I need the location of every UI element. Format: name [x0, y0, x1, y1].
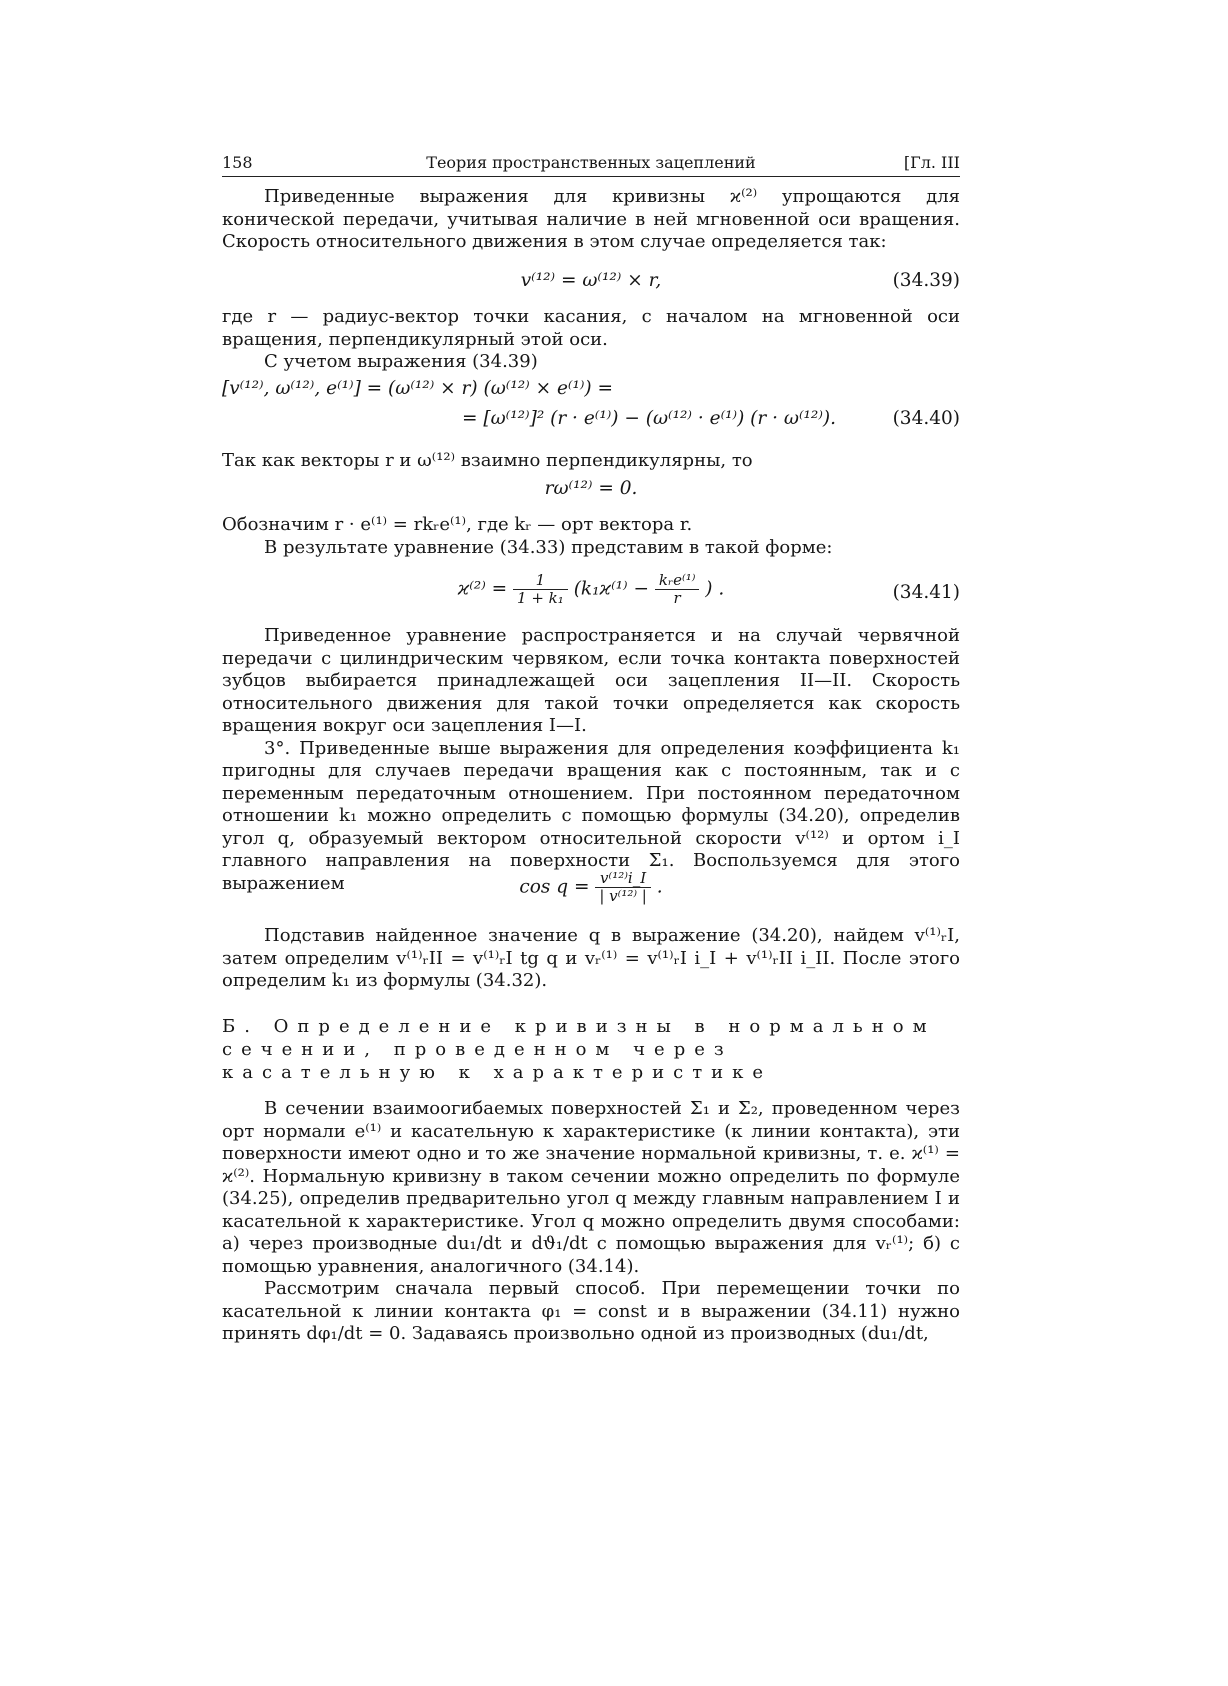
equation-body: v⁽¹²⁾ = ω⁽¹²⁾ × r, — [520, 270, 662, 291]
paragraph-text: Подставив найденное значение q в выражение (34.20), найдем v⁽¹⁾ᵣI, затем определим v⁽¹⁾ᵣII = v⁽¹⁾ᵣI tg q и vᵣ⁽¹⁾ = v⁽¹⁾ᵣI i_I + v⁽¹⁾ᵣII i_II. После этого определим k₁ из формулы (34.32). — [222, 925, 960, 991]
equation-middle: (k₁ϰ⁽¹⁾ − — [573, 578, 649, 600]
paragraph-text: Приведенные выражения для кривизны ϰ⁽²⁾ упрощаются для конической передачи, учитывая наличие в ней мгновенной оси вращения. Скорость относительного движения в этом случае определяется так: — [222, 186, 960, 252]
section-heading — [222, 1015, 960, 1084]
fraction-denominator: r — [673, 589, 681, 607]
paragraph — [222, 306, 960, 374]
equation-body: [v⁽¹²⁾, ω⁽¹²⁾, e⁽¹⁾] = (ω⁽¹²⁾ × r) (ω⁽¹²⁾ × e⁽¹⁾) = — [222, 378, 614, 399]
equation-34-40-line1 — [222, 378, 960, 406]
paragraph-text: Рассмотрим сначала первый способ. При перемещении точки по касательной к линии контакта φ₁ = const и в выражении (34.11) нужно принять dφ₁/dt = 0. Задаваясь произвольно одной из производных (du₁/dt, — [222, 1278, 960, 1344]
equation-tail: ) . — [705, 578, 725, 600]
paragraph-text: где r — радиус-вектор точки касания, с началом на мгновенной оси вращения, перпендикулярный этой оси. — [222, 306, 960, 350]
running-title: Теория пространственных зацеплений — [426, 153, 756, 172]
equation-lhs: cos q = — [519, 876, 590, 898]
equation-number: (34.39) — [892, 270, 960, 291]
equation-body — [222, 870, 960, 905]
fraction — [595, 870, 651, 905]
equation-body: = [ω⁽¹²⁾]² (r · e⁽¹⁾) − (ω⁽¹²⁾ · e⁽¹⁾) (r · ω⁽¹²⁾). — [462, 408, 836, 429]
equation-number: (34.41) — [892, 582, 960, 603]
paragraph-text: С учетом выражения (34.39) — [264, 351, 538, 372]
fraction-numerator: kᵣe⁽¹⁾ — [655, 572, 700, 590]
equation-number: (34.40) — [892, 408, 960, 429]
equation-perp — [222, 478, 960, 506]
paragraph — [222, 625, 960, 895]
paragraph — [222, 514, 960, 559]
fraction-denominator: | v⁽¹²⁾ | — [599, 887, 647, 905]
running-header — [222, 150, 960, 177]
chapter-label: [Гл. III — [903, 153, 960, 172]
paragraph-text: В сечении взаимоогибаемых поверхностей Σ₁ и Σ₂, проведенном через орт нормали e⁽¹⁾ и касательную к характеристике (к линии контакта), эти поверхности имеют одно и то же значение нормальной кривизны, т. е. ϰ⁽¹⁾ = ϰ⁽²⁾. Нормальную кривизну в таком сечении можно определить по формуле (34.25), определив предварительно угол q между главным направлением I и касательной к характеристике. Угол q можно определить двумя способами: а) через производные du₁/dt и dϑ₁/dt с помощью выражения для vᵣ⁽¹⁾; б) с помощью уравнения, аналогичного (34.14). — [222, 1098, 960, 1277]
fraction — [655, 572, 700, 607]
equation-34-39 — [222, 270, 960, 298]
equation-34-41 — [222, 570, 960, 614]
fraction — [513, 572, 568, 607]
paragraph-text: Так как векторы r и ω⁽¹²⁾ взаимно перпендикулярны, то — [222, 450, 753, 471]
equation-34-40-line2 — [222, 408, 960, 436]
page-number: 158 — [222, 153, 253, 172]
paragraph-text: В результате уравнение (34.33) представим в такой форме: — [264, 536, 833, 558]
fraction-numerator: v⁽¹²⁾i_I — [595, 870, 651, 888]
equation-tail: . — [656, 876, 663, 898]
equation-lhs: ϰ⁽²⁾ = — [457, 578, 508, 600]
paragraph — [222, 925, 960, 993]
equation-body — [222, 572, 960, 607]
paragraph-text: Приведенное уравнение распространяется и на случай червячной передачи с цилиндрическим червяком, если точка контакта поверхностей зубцов выбирается принадлежащей оси зацепления II—II. Скорость относительного движения для такой точки определяется как скорость вращения вокруг оси зацепления I—I. — [222, 625, 960, 736]
fraction-denominator: 1 + k₁ — [517, 589, 564, 607]
paragraph-text: Обозначим r · e⁽¹⁾ = rkᵣe⁽¹⁾, где kᵣ — орт вектора r. — [222, 514, 693, 535]
paragraph-text: 3°. Приведенные выше выражения для определения коэффициента k₁ пригодны для случаев передачи вращения как с постоянным, так и с переменным передаточным отношением. При постоянном передаточном отношении k₁ можно определить с помощью формулы (34.20), определив угол q, образуемый вектором относительной скорости v⁽¹²⁾ и ортом i_I главного направления на поверхности Σ₁. Воспользуемся для этого выражением — [222, 737, 960, 894]
paragraph — [222, 1098, 960, 1346]
fraction-numerator: 1 — [513, 572, 568, 590]
paragraph — [222, 186, 960, 254]
equation-body: rω⁽¹²⁾ = 0. — [544, 478, 638, 499]
paragraph — [222, 450, 960, 473]
section-heading-text: Б. Определение кривизны в нормальном сечении, проведенном через касательную к характеристике — [222, 1016, 936, 1083]
equation-cos-q — [222, 868, 960, 912]
